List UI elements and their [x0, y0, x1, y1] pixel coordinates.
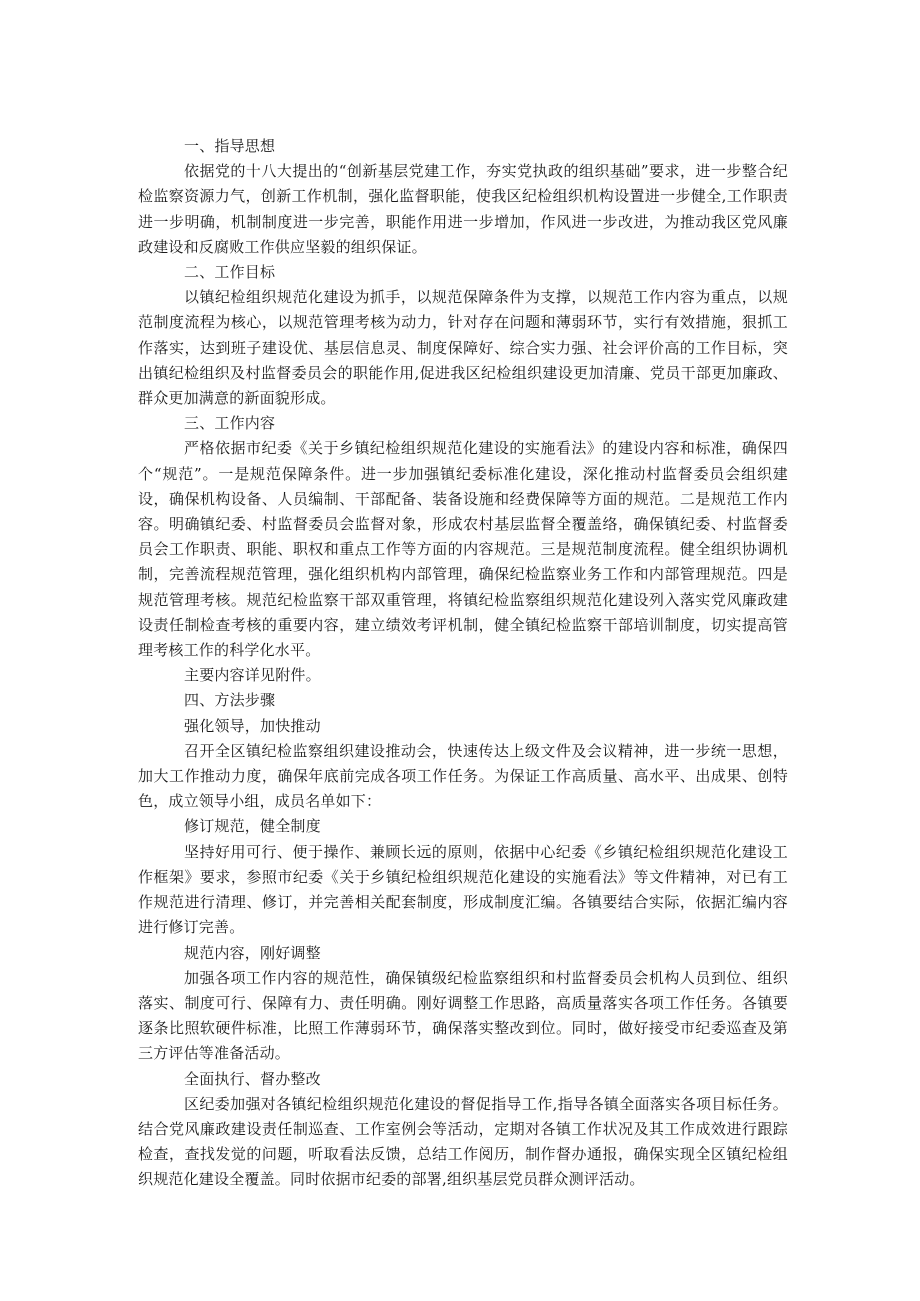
section-heading-work-goals: 二、工作目标	[184, 263, 276, 282]
subheading-revise-norms: 修订规范，健全制度	[184, 817, 321, 836]
paragraph-work-goals: 以镇纪检组织规范化建设为抓手，以规范保障条件为支撑，以规范工作内容为重点，以规范制度流程为核心，以规范管理考核为动力，针对存在问题和薄弱环节，实行有效措施，狠抓工作落实，达到班子建设优、基层信息灵、制度保障好、综合实力强、社会评价高的工作目标，突出镇纪检组织及村监督委员会的职能作用,促进我区纪检组织建设更加清廉、党员干部更加廉政、群众更加满意的新面貌形成。	[138, 288, 788, 408]
paragraph-work-content: 严格依据市纪委《关于乡镇纪检组织规范化建设的实施看法》的建设内容和标准，确保四个“规范”。一是规范保障条件。进一步加强镇纪委标准化建设，深化推动村监督委员会组织建设，确保机构设备、人员编制、干部配备、装备设施和经费保障等方面的规范。二是规范工作内容。明确镇纪委、村监督委员会监督对象，形成农村基层监督全覆盖络，确保镇纪委、村监督委员会工作职责、职能、职权和重点工作等方面的内容规范。三是规范制度流程。健全组织协调机制，完善流程规范管理，强化组织机构内部管理，确保纪检监察业务工作和内部管理规范。四是规范管理考核。规范纪检监察干部双重管理，将镇纪检监察组织规范化建设列入落实党风廉政建设责任制检查考核的重要内容，建立绩效考评机制，健全镇纪检监察干部培训制度，切实提高管理考核工作的科学化水平。	[138, 439, 788, 660]
section-heading-work-content: 三、工作内容	[184, 414, 276, 433]
subheading-strengthen-leadership: 强化领导，加快推动	[184, 716, 321, 735]
section-heading-method-steps: 四、方法步骤	[184, 691, 276, 710]
paragraph-strengthen-leadership: 召开全区镇纪检监察组织建设推动会，快速传达上级文件及会议精神，进一步统一思想，加大工作推动力度，确保年底前完成各项工作任务。为保证工作高质量、高水平、出成果、创特色，成立领导小组，成员名单如下：	[138, 741, 788, 811]
paragraph-guiding-thought: 依据党的十八大提出的“创新基层党建工作，夯实党执政的组织基础”要求，进一步整合纪检监察资源力气，创新工作机制，强化监督职能，使我区纪检组织机构设置进一步健全,工作职责进一步明确，机制制度进一步完善，职能作用进一步增加，作风进一步改进，为推动我区党风廉政建设和反腐败工作供应坚毅的组织保证。	[138, 162, 788, 256]
paragraph-revise-norms: 坚持好用可行、便于操作、兼顾长远的原则，依据中心纪委《乡镇纪检组织规范化建设工作框架》要求，参照市纪委《关于乡镇纪检组织规范化建设的实施看法》等文件精神，对已有工作规范进行清理、修订，并完善相关配套制度，形成制度汇编。各镇要结合实际，依据汇编内容进行修订完善。	[138, 842, 788, 937]
document-body	[138, 134, 788, 1193]
section-heading-guiding-thought: 一、指导思想	[184, 137, 276, 155]
subheading-full-implementation: 全面执行、督办整改	[184, 1069, 321, 1088]
paragraph-full-implementation: 区纪委加强对各镇纪检组织规范化建设的督促指导工作,指导各镇全面落实各项目标任务。结合党风廉政建设责任制巡查、工作室例会等活动，定期对各镇工作状况及其工作成效进行跟踪检查，查找发觉的问题，听取看法反馈，总结工作阅历，制作督办通报，确保实现全区镇纪检组织规范化建设全覆盖。同时依据市纪委的部署,组织基层党员群众测评活动。	[138, 1094, 788, 1189]
subheading-standardize-content: 规范内容，刚好调整	[184, 943, 321, 962]
paragraph-see-attachment: 主要内容详见附件。	[184, 666, 321, 685]
paragraph-standardize-content: 加强各项工作内容的规范性，确保镇级纪检监察组织和村监督委员会机构人员到位、组织落实、制度可行、保障有力、责任明确。刚好调整工作思路，高质量落实各项工作任务。各镇要逐条比照软硬件标准，比照工作薄弱环节，确保落实整改到位。同时，做好接受市纪委巡查及第三方评估等准备活动。	[138, 968, 788, 1063]
